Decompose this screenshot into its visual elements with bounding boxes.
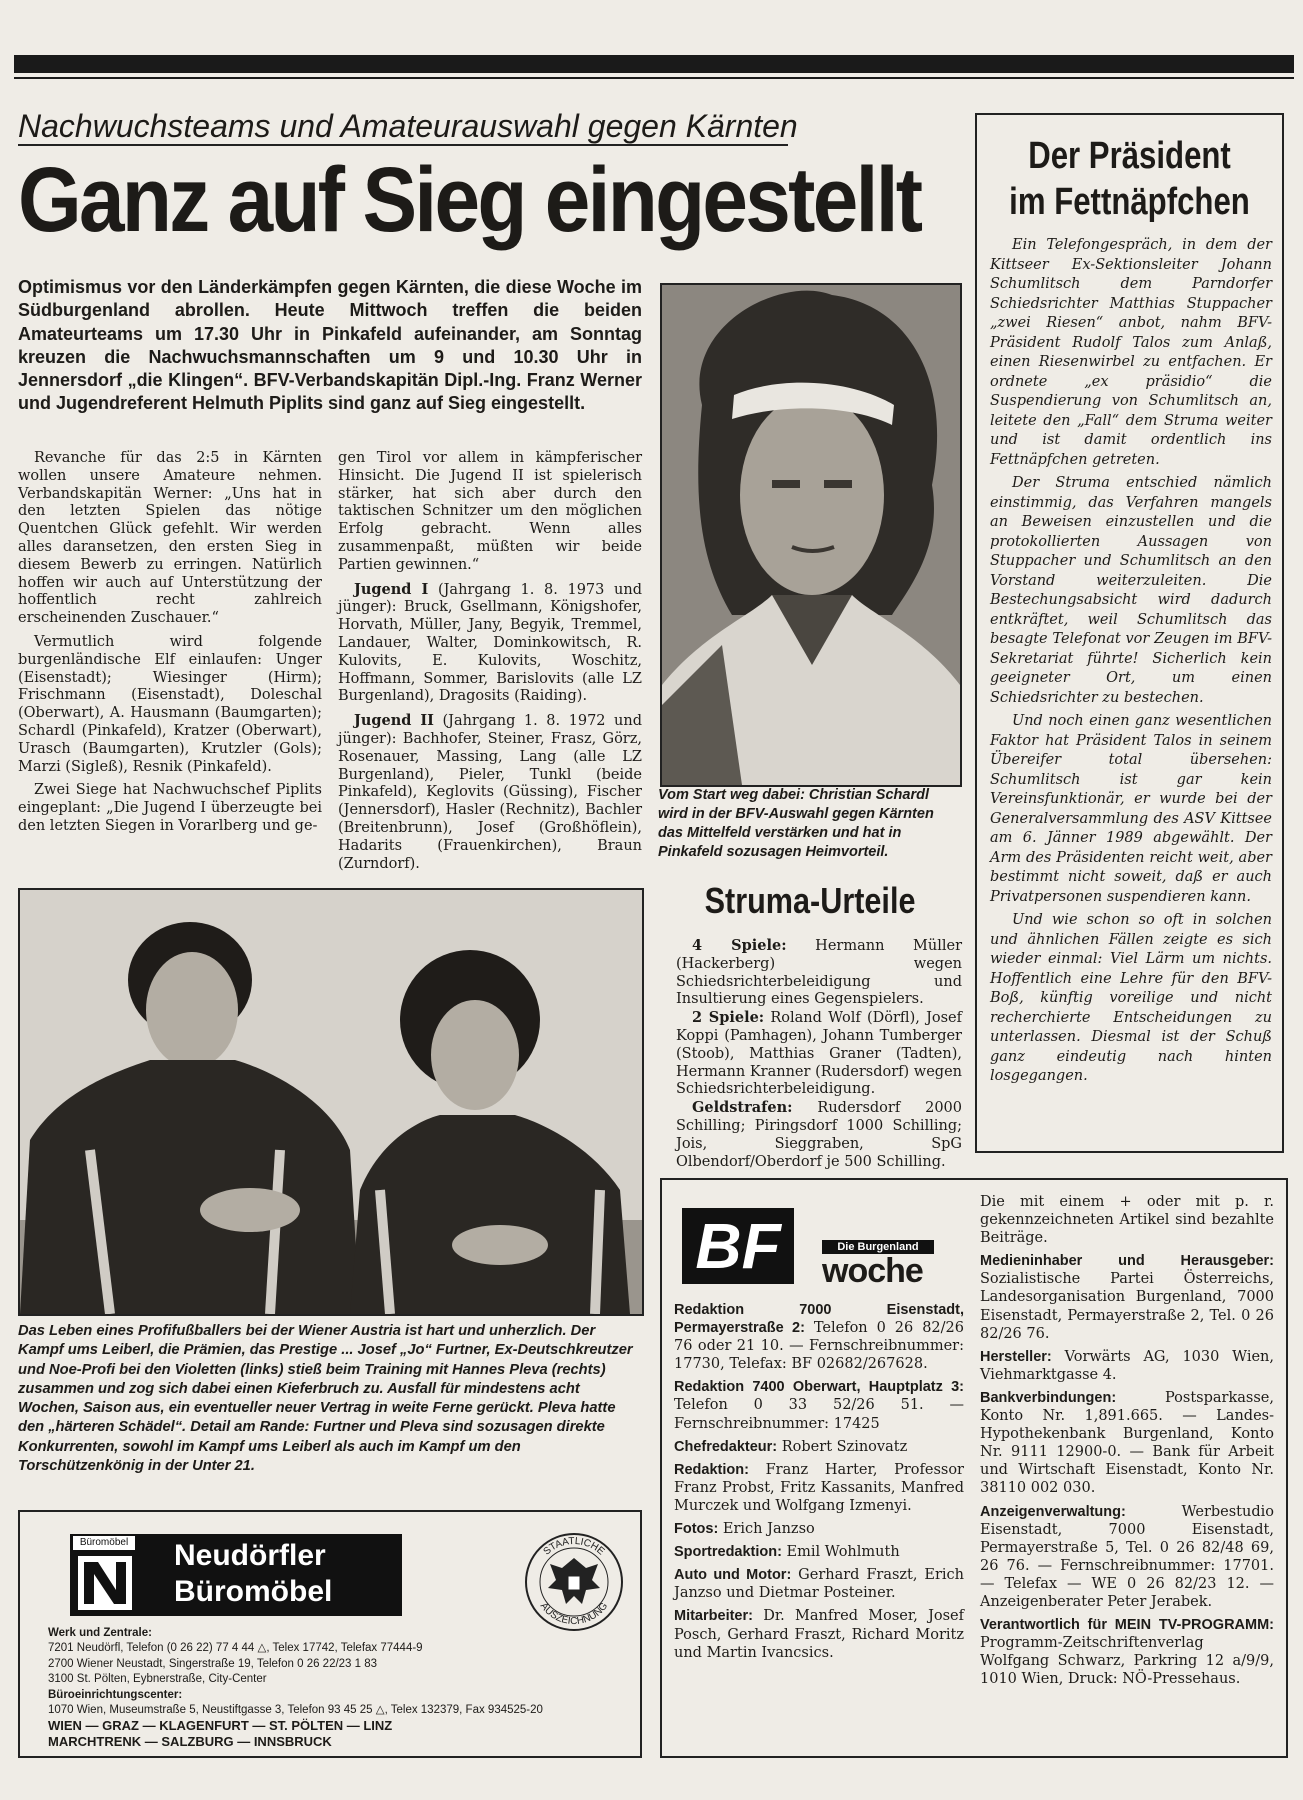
impressum-item: [980, 1252, 1274, 1342]
struma-item-text: Roland Wolf (Dörfl), Josef Koppi (Pamhagen), Johann Tumberger (Stoob), Matthias Graner (Tadten), Hermann Kranner (Rudersdorf) wegen Schiedsrichterbeleidigung.: [676, 1010, 962, 1098]
jugend2-text: (Jahrgang 1. 8. 1972 und jünger): Bachhofer, Steiner, Frasz, Görz, Rosenauer, Massing, Lang (alle LZ Burgenland), Pieler, Tunkl (beide Pinkafeld), Keglovits (Güssing), Fischer (Jennersdorf), Hasler (Rechnitz), Bachler (Breitenbrunn), Josef (Großhöflein), Hadarits (Frauenkirchen), Braun (Zurndorf).: [338, 713, 642, 872]
impressum-value: Erich Janzso: [718, 1521, 815, 1538]
struma-item-text: Hermann Müller (Hackerberg) wegen Schiedsrichterbeleidigung und Insultierung eines Gegenspielers.: [676, 938, 962, 1008]
impressum-label: Redaktion 7000 Eisenstadt, Permayerstraße 2:: [674, 1302, 964, 1337]
ad-n-logo-icon: [78, 1556, 132, 1610]
ad-brand-line1: Neudörfler: [174, 1539, 326, 1572]
top-rule-thin: [14, 77, 1294, 79]
impressum-right: [980, 1193, 1274, 1693]
seal-top-text: STAATLICHE: [541, 1535, 607, 1558]
ad-werk-label: Werk und Zentrale:: [48, 1627, 152, 1639]
photo-two-players: [18, 888, 644, 1316]
impressum-value: Franz Harter, Professor Franz Probst, Fritz Kassanits, Manfred Murczek und Wolfgang Izmenyi.: [674, 1461, 964, 1514]
impressum-value: Emil Wohlmuth: [781, 1544, 900, 1561]
jugend1-paragraph: [338, 581, 642, 707]
impressum-value: Sozialistische Partei Österreichs, Landesorganisation Burgenland, 7000 Eisenstadt, Permayerstraße 2, Tel. 0 26 82/26 76.: [980, 1271, 1274, 1342]
impressum-item: [674, 1438, 964, 1456]
woche-logo-main: woche: [822, 1252, 923, 1290]
impressum-label: Redaktion:: [674, 1461, 749, 1478]
photo-player-portrait: [660, 283, 962, 787]
ad-brand: [174, 1538, 404, 1610]
ad-brand-line2: Büromöbel: [174, 1575, 333, 1608]
ad-small-label: Büromöbel: [73, 1536, 135, 1550]
impressum-intro: Die mit einem + oder mit p. r. gekennzeichneten Artikel sind bezahlte Beiträge.: [980, 1194, 1274, 1247]
kicker: Nachwuchsteams und Amateurauswahl gegen Kärnten: [18, 108, 798, 144]
impressum-item: [674, 1378, 964, 1432]
impressum-value: Telefon 0 26 82/26 76 oder 21 10. — Fernschreibnummer: 17730, Telefax: BF 02682/267628.: [674, 1320, 964, 1373]
woche-logo-top: Die Burgenland: [822, 1240, 934, 1254]
impressum-label: Mitarbeiter:: [674, 1608, 753, 1625]
jugend2-label: Jugend II: [354, 712, 434, 730]
impressum-value: Vorwärts AG, 1030 Wien, Viehmarktgasse 4.: [980, 1348, 1274, 1383]
headline: Ganz auf Sieg eingestellt: [18, 149, 921, 251]
impressum-label: Medieninhaber und Herausgeber:: [980, 1253, 1274, 1270]
ad-cities-line2: MARCHTRENK — SALZBURG — INNSBRUCK: [48, 1734, 332, 1750]
article-paragraph: Revanche für das 2:5 in Kärnten wollen unsere Amateure nehmen. Verbandskapitän Werner: „Uns hat in den letzten Spielen das nötige Quentchen Glück gefehlt. Wir werden alles daransetzen, den ersten Sieg in diesem Bewerb zu erringen. Natürlich hoffen wir auch auf Unterstützung der hoffentlich recht zahlreich erscheinenden Zuschauer.“: [18, 450, 322, 627]
ad-address-line: 3100 St. Pölten, Eybnerstraße, City-Center: [48, 1673, 267, 1686]
photo1-caption: Vom Start weg dabei: Christian Schardl wird in der BFV-Auswahl gegen Kärnten das Mittelfeld verstärken und hat in Pinkafeld sozusagen Heimvorteil.: [658, 787, 934, 860]
impressum-value: Dr. Manfred Moser, Josef Posch, Gerhard Fraszt, Richard Moritz und Martin Ivancsics.: [674, 1608, 964, 1661]
impressum-item: [674, 1543, 964, 1561]
article-paragraph: Vermutlich wird folgende burgenländische Elf einlaufen: Unger (Eisenstadt); Wiesinger (Hirm); Frischmann (Eisenstadt), Doleschal (Oberwart), A. Hausmann (Baumgarten); Schardl (Pinkafeld), Kratzer (Oberwart), Urasch (Baumgarten), Krutzler (Gols); Marzi (Sigleß), Resnik (Pinkafeld).: [18, 633, 322, 775]
jugend2-paragraph: [338, 712, 642, 873]
impressum-left: [674, 1301, 964, 1667]
jugend1-label: Jugend I: [354, 580, 429, 598]
impressum-item: [674, 1607, 964, 1661]
sidebar-paragraph: Und wie schon so oft in solchen und ähnlichen Fällen zeigte es sich wieder einmal: Viel Lärm um nichts. Hoffentlich eine Lehre für den BFV-Boß, künftig voreilige und nicht recherchierte Entscheidungen zu unterlassen. Diesmal ist der Schuß ganz eindeutig nach hinten losgegangen.: [990, 912, 1272, 1084]
impressum-label: Chefredakteur:: [674, 1438, 778, 1455]
struma-item-label: 4 Spiele:: [692, 937, 787, 954]
impressum-label: Fotos:: [674, 1521, 719, 1538]
sidebar-paragraph: Ein Telefongespräch, in dem der Kittseer Ex-Sektionsleiter Johann Schumlitsch dem Parndorfer Schiedsrichter Matthias Stuppacher „zwei Riesen“ anbot, nahm BFV-Präsident Rudolf Talos zum Anlaß, einen Riesenwirbel zu entfachen. Er ordnete „ex präsidio“ die Suspendierung von Schumlitsch an, leitete den „Fall“ dem Struma weiter und ist damit ordentlich ins Fettnäpfchen getreten.: [990, 237, 1272, 468]
article-column-2: [338, 450, 642, 879]
impressum-label: Sportredaktion:: [674, 1544, 782, 1561]
impressum-value: Programm-Zeitschriftenverlag Wolfgang Schwarz, Parkring 12 a/9/9, 1010 Wien, Druck: NÖ-Pressehaus.: [980, 1635, 1274, 1688]
struma-item: [676, 1099, 962, 1171]
struma-text: [676, 937, 962, 1171]
sidebar-title: [975, 133, 1284, 225]
top-rule-thick: [14, 55, 1294, 73]
impressum-item: [980, 1348, 1274, 1384]
struma-item: [676, 1009, 962, 1099]
impressum-item: [674, 1461, 964, 1515]
state-award-seal-icon: [522, 1524, 626, 1638]
seal-bottom-text: AUSZEICHNUNG: [537, 1600, 611, 1628]
struma-title: [660, 880, 960, 922]
sidebar-text: [990, 236, 1272, 1091]
ad-cities-line1: WIEN — GRAZ — KLAGENFURT — ST. PÖLTEN — LINZ: [48, 1718, 393, 1734]
impressum-label: Verantwortlich für MEIN TV-PROGRAMM:: [980, 1617, 1274, 1634]
ad-address-line: 7201 Neudörfl, Telefon (0 26 22) 77 4 44 △, Telex 17742, Telefax 77444-9: [48, 1642, 423, 1655]
impressum-item: [674, 1520, 964, 1538]
impressum-label: Hersteller:: [980, 1348, 1052, 1365]
struma-item-label: Geldstrafen:: [692, 1099, 793, 1117]
impressum-value: Robert Szinovatz: [777, 1438, 908, 1455]
ad-address-line: 2700 Wiener Neustadt, Singerstraße 19, Telefon 0 26 22/23 1 83: [48, 1657, 378, 1670]
impressum-label: Anzeigenverwaltung:: [980, 1503, 1126, 1520]
bf-logo: BF: [682, 1208, 794, 1284]
sidebar-title-line2: im Fettnäpfchen: [1009, 181, 1250, 223]
impressum-value: Telefon 0 33 52/26 51. — Fernschreibnummer: 17425: [674, 1397, 964, 1432]
impressum-item: [674, 1566, 964, 1602]
struma-item: [676, 937, 962, 1009]
sidebar-paragraph: Und noch einen ganz wesentlichen Faktor hat Präsident Talos in seinem Übereifer total übersehen: Schumlitsch ist gar kein Vereinsfunktionär, er wurde bei der Generalversammlung des ASV Kittsee am 6. Jänner 1989 abgewählt. Der Arm des Präsidenten reicht weit, aber bestimmt nicht soweit, daß er auch Privatpersonen suspendieren kann.: [990, 713, 1272, 905]
impressum-item: [980, 1616, 1274, 1688]
jugend1-text: (Jahrgang 1. 8. 1973 und jünger): Bruck, Gsellmann, Königshofer, Horvath, Müller, Jany, Begyik, Tremmel, Landauer, Walter, Dominkowitsch, R. Kulovits, E. Kulovits, Woschitz, Hoffmann, Sommer, Barislovits (alle LZ Burgenland), Dragosits (Raiding).: [338, 581, 642, 705]
article-column-1: [18, 450, 322, 842]
impressum-label: Redaktion 7400 Oberwart, Hauptplatz 3:: [674, 1379, 964, 1396]
ad-addresses: [48, 1626, 628, 1750]
sidebar-paragraph: Der Struma entschied nämlich einstimmig, das Verfahren mangels an Beweisen einzustellen und die protokollierten Aussagen von Stuppacher und Schumlitsch an den Vorstand weiterzuleiten. Die Bestechungsabsicht wird dadurch entkräftet, weil Schumlitsch das besagte Telefonat vor Zeugen im BFV-Sekretariat führte! Sicherlich kein geeigneter Ort, um einen Schiedsrichter zu bestechen.: [990, 475, 1272, 706]
impressum-item: [980, 1389, 1274, 1498]
impressum-value: Werbestudio Eisenstadt, 7000 Eisenstadt, Permayerstraße 5, Tel. 0 26 82/48 69, 26 76. — Fernschreibnummer: 17701. — Telefax — WE 0 26 82/23 12. — Anzeigenberater Peter Jerabek.: [980, 1503, 1274, 1610]
struma-item-text: Rudersdorf 2000 Schilling; Piringsdorf 1000 Schilling; Jois, Sieggraben, SpG Olbendorf/Oberdorf je 500 Schilling.: [676, 1100, 962, 1170]
ad-buero-label: Büroeinrichtungscenter:: [48, 1688, 183, 1701]
struma-item-label: 2 Spiele:: [692, 1009, 765, 1027]
impressum-label: Auto und Motor:: [674, 1567, 792, 1584]
article-paragraph: Zwei Siege hat Nachwuchschef Piplits eingeplant: „Die Jugend I überzeugte bei den letzten Siegen in Vorarlberg und ge-: [18, 782, 322, 834]
sidebar-title-line1: Der Präsident: [1028, 135, 1231, 177]
lead-paragraph: Optimismus vor den Länderkämpfen gegen Kärnten, die diese Woche im Südburgenland abrollen. Heute Mittwoch treffen die beiden Amateurteams um 17.30 Uhr in Pinkafeld aufeinander, am Sonntag kreuzen die Nachwuchsmannschaften um 9 und 10.30 Uhr in Jennersdorf „die Klingen“. BFV-Verbandskapitän Dipl.-Ing. Franz Werner und Jugendreferent Helmuth Piplits sind ganz auf Sieg eingestellt.: [18, 277, 642, 414]
impressum-item: [980, 1503, 1274, 1612]
impressum-label: Bankverbindungen:: [980, 1389, 1117, 1406]
struma-title-text: Struma-Urteile: [704, 880, 916, 921]
impressum-value: Gerhard Fraszt, Erich Janzso und Dietmar Posteiner.: [674, 1567, 964, 1602]
impressum-value: Postsparkasse, Konto Nr. 1,891.665. — Landes-Hypothekenbank Burgenland, Konto Nr. 9111 12900-0. — Bank für Arbeit und Wirtschaft Eisenstadt, Konto Nr. 38110 002 030.: [980, 1389, 1274, 1497]
impressum-item: [674, 1301, 964, 1373]
photo2-caption: Das Leben eines Profifußballers bei der Wiener Austria ist hart und unherzlich. Der Kampf ums Leiberl, die Prämien, das Prestige ... Josef „Jo“ Furtner, Ex-Deutschkreutzer und Noe-Profi bei den Violetten (links) stieß beim Training mit Hannes Pleva (rechts) zusammen und zog sich dabei einen Kieferbruch zu. Ausfall für mindestens acht Wochen, Saison aus, ein eventueller neuer Vertrag in weite Ferne gerückt. Pleva hatte den „härteren Schädel“. Detail am Rande: Furtner und Pleva sind sozusagen direkte Konkurrenten, sowohl im Kampf ums Leiberl als auch im Kampf um den Torschützenkönig in der Unter 21.: [18, 1323, 633, 1475]
ad-buero-line: 1070 Wien, Museumstraße 5, Neustiftgasse 3, Telefon 93 45 25 △, Telex 132379, Fax 934525-20: [48, 1704, 543, 1717]
article-paragraph: gen Tirol vor allem in kämpferischer Hinsicht. Die Jugend II ist spielerisch stärker, hat sich aber durch den taktischen Schnitzer um den möglichen Erfolg gebracht. Wenn alles zusammenpaßt, müßten wir beide Partien gewinnen.“: [338, 450, 642, 573]
